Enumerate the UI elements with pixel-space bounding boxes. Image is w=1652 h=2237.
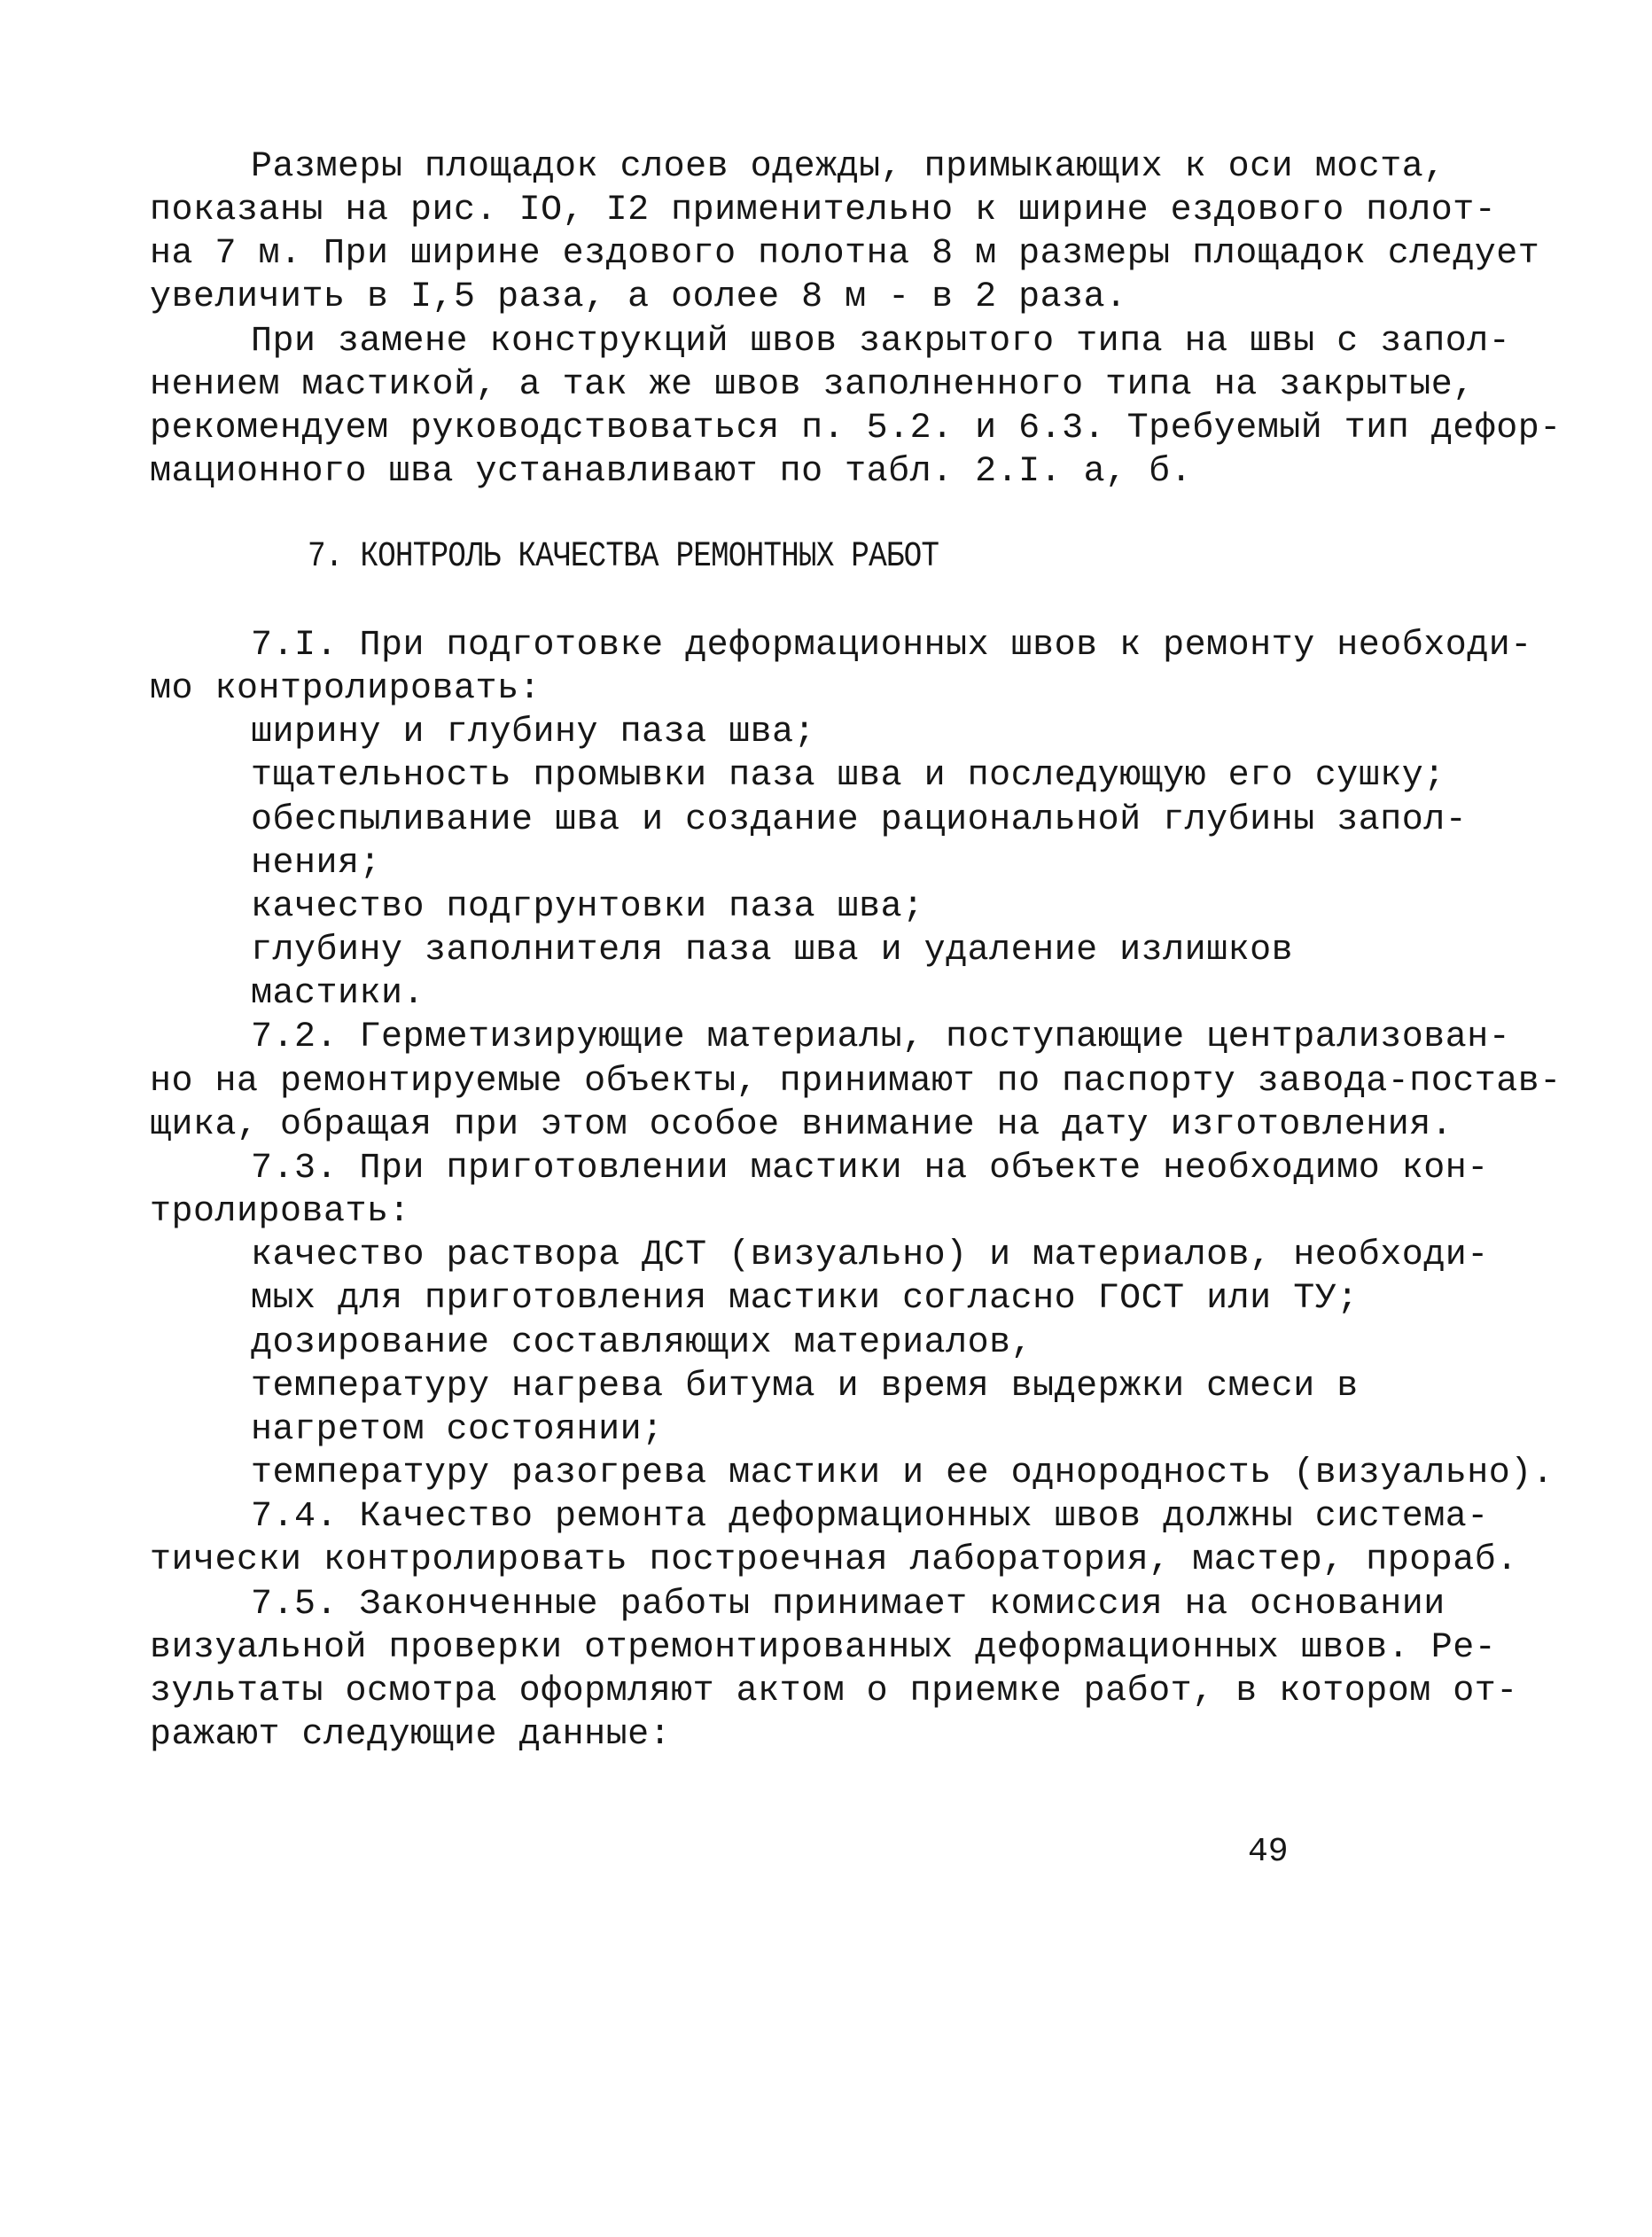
text-line: тически контролировать построечная лаборатория, мастер, прораб. [150, 1540, 1518, 1580]
text-line: визуальной проверки отремонтированных деформационных швов. Ре- [150, 1628, 1497, 1668]
text-line: мо контролировать: [150, 669, 542, 709]
list-item: дозирование составляющих материалов, [251, 1323, 1033, 1363]
text-line: При замене конструкций швов закрытого типа на швы с запол- [251, 322, 1511, 362]
list-item: глубину заполнителя паза шва и удаление излишков [251, 931, 1294, 970]
list-item: температуру разогрева мастики и ее однородность (визуально). [251, 1454, 1555, 1493]
text-line: зультаты осмотра оформляют актом о приемке работ, в котором от- [150, 1672, 1518, 1711]
text-line: 7.I. При подготовке деформационных швов к ремонту необходи- [251, 626, 1532, 666]
text-line: щика, обращая при этом особое внимание на дату изготовления. [150, 1105, 1453, 1145]
text-line: 7.5. Законченные работы принимает комиссия на основании [251, 1585, 1446, 1625]
text-line: мационного шва устанавливают по табл. 2.I. а, б. [150, 452, 1193, 492]
list-item: ширину и глубину паза шва; [251, 713, 816, 752]
list-item: качество раствора ДСТ (визуально) и материалов, необходи- [251, 1235, 1489, 1275]
list-item: обеспыливание шва и создание рациональной глубины запол- [251, 800, 1468, 840]
text-line: ражают следующие данные: [150, 1715, 672, 1755]
text-line: нением мастикой, а так же швов заполненного типа на закрытые, [150, 365, 1475, 405]
list-item: мых для приготовления мастики согласно ГОСТ или ТУ; [251, 1279, 1359, 1319]
list-item: нения; [251, 844, 382, 884]
text-line: увеличить в I,5 раза, а оолее 8 м - в 2 раза. [150, 277, 1127, 317]
text-line: 7.4. Качество ремонта деформационных швов должны система- [251, 1497, 1489, 1537]
list-item: нагретом состоянии; [251, 1410, 664, 1450]
list-item: качество подгрунтовки паза шва; [251, 887, 924, 927]
list-item: тщательность промывки паза шва и последующую его сушку; [251, 756, 1446, 796]
text-line: 7.2. Герметизирующие материалы, поступающие централизован- [251, 1017, 1511, 1057]
text-line: 7.3. При приготовлении мастики на объекте необходимо кон- [251, 1149, 1489, 1189]
list-item: температуру нагрева битума и время выдержки смеси в [251, 1367, 1359, 1407]
list-item: мастики. [251, 974, 425, 1014]
text-line: тролировать: [150, 1192, 411, 1232]
section-heading: 7. КОНТРОЛЬ КАЧЕСТВА РЕМОНТНЫХ РАБОТ [308, 537, 939, 577]
text-line: рекомендуем руководствоваться п. 5.2. и 6.3. Требуемый тип дефор- [150, 409, 1562, 448]
text-line: Размеры площадок слоев одежды, примыкающих к оси моста, [251, 147, 1446, 187]
text-line: на 7 м. При ширине ездового полотна 8 м размеры площадок следует [150, 234, 1540, 274]
page-number: 49 [1248, 1833, 1289, 1871]
text-line: но на ремонтируемые объекты, принимают по паспорту завода-постав- [150, 1062, 1562, 1102]
text-line: показаны на рис. IO, I2 применительно к ширине ездового полот- [150, 191, 1497, 230]
